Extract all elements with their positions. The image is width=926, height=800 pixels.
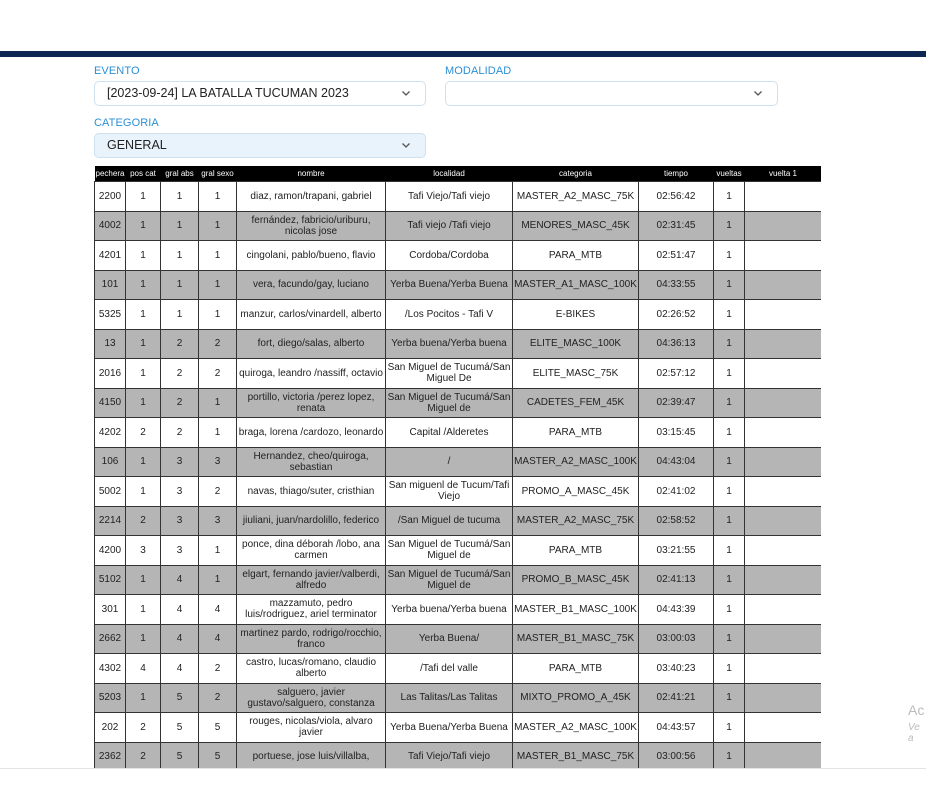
- table-cell: Cordoba/Cordoba: [386, 241, 513, 271]
- column-header[interactable]: localidad: [386, 166, 513, 182]
- table-cell: ELITE_MASC_75K: [513, 359, 639, 389]
- column-header[interactable]: nombre: [237, 166, 386, 182]
- table-cell: 1: [714, 477, 745, 507]
- table-cell: Yerba Buena/Yerba Buena: [386, 713, 513, 743]
- results-table: [94, 166, 821, 769]
- table-cell: [745, 211, 822, 241]
- table-cell: 3: [161, 536, 199, 566]
- table-cell: [745, 536, 822, 566]
- table-cell: 4: [161, 595, 199, 625]
- table-cell: 04:43:04: [639, 447, 714, 477]
- table-cell: Tafi Viejo/Tafi viejo: [386, 182, 513, 212]
- table-cell: ponce, dina déborah /lobo, ana carmen: [237, 536, 386, 566]
- table-row[interactable]: [95, 536, 822, 566]
- table-cell: PARA_MTB: [513, 241, 639, 271]
- table-cell: 02:41:13: [639, 565, 714, 595]
- table-cell: [745, 447, 822, 477]
- table-cell: San Miguel de Tucumá/San Miguel de: [386, 536, 513, 566]
- table-row[interactable]: [95, 359, 822, 389]
- table-cell: 1: [714, 300, 745, 330]
- table-cell: 1: [199, 300, 237, 330]
- table-cell: 03:00:03: [639, 624, 714, 654]
- table-cell: 2: [199, 654, 237, 684]
- table-cell: PARA_MTB: [513, 654, 639, 684]
- table-cell: /: [386, 447, 513, 477]
- table-cell: 1: [126, 211, 161, 241]
- table-cell: Yerba Buena/: [386, 624, 513, 654]
- table-cell: Tafi Viejo/Tafi viejo: [386, 742, 513, 769]
- table-body: [95, 182, 822, 770]
- table-cell: 1: [126, 270, 161, 300]
- table-cell: PROMO_B_MASC_45K: [513, 565, 639, 595]
- table-cell: [745, 624, 822, 654]
- table-row[interactable]: [95, 683, 822, 713]
- table-cell: rouges, nicolas/viola, alvaro javier: [237, 713, 386, 743]
- table-cell: 3: [161, 447, 199, 477]
- table-cell: 04:36:13: [639, 329, 714, 359]
- table-cell: 1: [714, 329, 745, 359]
- table-cell: 2: [199, 359, 237, 389]
- table-cell: 4202: [95, 418, 126, 448]
- table-cell: [745, 654, 822, 684]
- table-cell: San Miguel de Tucumá/San Miguel de: [386, 388, 513, 418]
- modalidad-select[interactable]: [445, 81, 778, 106]
- table-cell: 03:00:56: [639, 742, 714, 769]
- activation-watermark-sub: Ve a: [908, 722, 920, 744]
- table-cell: 101: [95, 270, 126, 300]
- table-cell: 2200: [95, 182, 126, 212]
- table-cell: [745, 506, 822, 536]
- table-row[interactable]: [95, 713, 822, 743]
- table-cell: PARA_MTB: [513, 536, 639, 566]
- table-cell: 4: [161, 624, 199, 654]
- table-cell: 5203: [95, 683, 126, 713]
- table-cell: 2: [126, 713, 161, 743]
- table-cell: 1: [126, 683, 161, 713]
- table-cell: 1: [714, 182, 745, 212]
- table-cell: Capital /Alderetes: [386, 418, 513, 448]
- table-cell: 1: [126, 477, 161, 507]
- table-cell: 03:15:45: [639, 418, 714, 448]
- table-cell: 2: [199, 477, 237, 507]
- table-cell: 5325: [95, 300, 126, 330]
- table-cell: [745, 300, 822, 330]
- table-row[interactable]: [95, 654, 822, 684]
- table-cell: martinez pardo, rodrigo/rocchio, franco: [237, 624, 386, 654]
- table-cell: 5: [161, 683, 199, 713]
- table-cell: [745, 713, 822, 743]
- table-cell: 2: [161, 359, 199, 389]
- table-cell: 1: [714, 447, 745, 477]
- table-cell: 1: [714, 624, 745, 654]
- table-cell: MASTER_B1_MASC_75K: [513, 624, 639, 654]
- column-header[interactable]: categoria: [513, 166, 639, 182]
- table-cell: 1: [126, 388, 161, 418]
- table-cell: 2: [126, 506, 161, 536]
- table-cell: 02:26:52: [639, 300, 714, 330]
- table-cell: 1: [714, 595, 745, 625]
- table-cell: 4: [199, 595, 237, 625]
- table-cell: [745, 359, 822, 389]
- table-cell: 2362: [95, 742, 126, 769]
- table-cell: CADETES_FEM_45K: [513, 388, 639, 418]
- table-cell: 2: [161, 329, 199, 359]
- table-cell: 106: [95, 447, 126, 477]
- categoria-value: GENERAL: [107, 138, 167, 152]
- evento-label: EVENTO: [94, 65, 140, 77]
- table-cell: 02:51:47: [639, 241, 714, 271]
- chevron-down-icon: [401, 88, 411, 98]
- table-cell: 1: [126, 241, 161, 271]
- table-cell: /Los Pocitos - Tafi V: [386, 300, 513, 330]
- table-cell: MASTER_A2_MASC_100K: [513, 713, 639, 743]
- table-cell: 4002: [95, 211, 126, 241]
- table-cell: San Miguel de Tucumá/San Miguel de: [386, 565, 513, 595]
- table-row[interactable]: [95, 211, 822, 241]
- table-cell: 02:56:42: [639, 182, 714, 212]
- table-cell: 4200: [95, 536, 126, 566]
- table-row[interactable]: [95, 506, 822, 536]
- table-cell: MIXTO_PROMO_A_45K: [513, 683, 639, 713]
- table-cell: MENORES_MASC_45K: [513, 211, 639, 241]
- table-cell: elgart, fernando javier/valberdi, alfredo: [237, 565, 386, 595]
- table-cell: 1: [199, 536, 237, 566]
- table-cell: 2214: [95, 506, 126, 536]
- table-cell: Tafi viejo /Tafi viejo: [386, 211, 513, 241]
- table-cell: 1: [126, 447, 161, 477]
- table-cell: [745, 595, 822, 625]
- column-header[interactable]: vueltas: [714, 166, 745, 182]
- table-row[interactable]: [95, 418, 822, 448]
- table-cell: navas, thiago/suter, cristhian: [237, 477, 386, 507]
- table-cell: Hernandez, cheo/quiroga, sebastian: [237, 447, 386, 477]
- table-cell: [745, 418, 822, 448]
- table-cell: MASTER_A2_MASC_75K: [513, 506, 639, 536]
- table-cell: 4302: [95, 654, 126, 684]
- table-cell: fernández, fabricio/uriburu, nicolas jose: [237, 211, 386, 241]
- table-cell: ELITE_MASC_100K: [513, 329, 639, 359]
- modalidad-label: MODALIDAD: [445, 65, 512, 77]
- table-cell: 2: [126, 418, 161, 448]
- table-cell: 1: [714, 211, 745, 241]
- table-cell: 2: [199, 683, 237, 713]
- table-cell: 3: [199, 506, 237, 536]
- table-cell: 13: [95, 329, 126, 359]
- table-row[interactable]: [95, 742, 822, 769]
- table-cell: Yerba Buena/Yerba Buena: [386, 270, 513, 300]
- table-cell: 1: [126, 624, 161, 654]
- table-cell: 1: [714, 654, 745, 684]
- table-cell: /San Miguel de tucuma: [386, 506, 513, 536]
- column-header[interactable]: pos cat: [126, 166, 161, 182]
- table-cell: portuese, jose luis/villalba,: [237, 742, 386, 769]
- bottom-divider: [0, 768, 926, 769]
- table-cell: [745, 241, 822, 271]
- table-cell: MASTER_A2_MASC_75K: [513, 182, 639, 212]
- table-cell: MASTER_B1_MASC_100K: [513, 595, 639, 625]
- table-cell: 4: [126, 654, 161, 684]
- table-cell: MASTER_B1_MASC_75K: [513, 742, 639, 769]
- table-cell: cingolani, pablo/bueno, flavio: [237, 241, 386, 271]
- table-row[interactable]: [95, 329, 822, 359]
- evento-select[interactable]: [94, 81, 426, 106]
- table-cell: 1: [714, 713, 745, 743]
- table-cell: 02:39:47: [639, 388, 714, 418]
- table-cell: [745, 270, 822, 300]
- table-cell: 1: [714, 506, 745, 536]
- table-row[interactable]: [95, 565, 822, 595]
- table-cell: 1: [199, 270, 237, 300]
- chevron-down-icon: [753, 88, 763, 98]
- table-cell: San Miguel de Tucumá/San Miguel De: [386, 359, 513, 389]
- table-cell: PARA_MTB: [513, 418, 639, 448]
- table-cell: 5: [199, 742, 237, 769]
- table-cell: 2: [199, 329, 237, 359]
- column-header[interactable]: vuelta 1: [745, 166, 822, 182]
- table-cell: 1: [714, 270, 745, 300]
- table-cell: 5002: [95, 477, 126, 507]
- table-cell: 4: [199, 624, 237, 654]
- table-cell: braga, lorena /cardozo, leonardo: [237, 418, 386, 448]
- table-cell: 1: [126, 300, 161, 330]
- table-cell: 3: [161, 477, 199, 507]
- results-table-container[interactable]: [94, 166, 821, 769]
- table-cell: Yerba buena/Yerba buena: [386, 329, 513, 359]
- table-cell: 1: [714, 565, 745, 595]
- table-cell: /Tafi del valle: [386, 654, 513, 684]
- table-cell: 1: [714, 388, 745, 418]
- header-bar: [0, 51, 926, 57]
- table-cell: [745, 477, 822, 507]
- table-cell: 2: [161, 388, 199, 418]
- table-row[interactable]: [95, 241, 822, 271]
- table-cell: 3: [126, 536, 161, 566]
- table-cell: quiroga, leandro /nassiff, octavio: [237, 359, 386, 389]
- table-cell: 1: [199, 241, 237, 271]
- table-cell: 1: [714, 241, 745, 271]
- table-cell: 202: [95, 713, 126, 743]
- table-cell: 4201: [95, 241, 126, 271]
- table-cell: 1: [714, 536, 745, 566]
- table-cell: manzur, carlos/vinardell, alberto: [237, 300, 386, 330]
- table-cell: 5102: [95, 565, 126, 595]
- table-cell: castro, lucas/romano, claudio alberto: [237, 654, 386, 684]
- table-cell: 5: [161, 742, 199, 769]
- table-cell: 1: [126, 565, 161, 595]
- table-cell: 2: [126, 742, 161, 769]
- table-cell: 1: [714, 742, 745, 769]
- table-cell: mazzamuto, pedro luis/rodriguez, ariel terminator: [237, 595, 386, 625]
- table-cell: 5: [199, 713, 237, 743]
- table-row[interactable]: [95, 477, 822, 507]
- table-cell: 2016: [95, 359, 126, 389]
- table-cell: 02:58:52: [639, 506, 714, 536]
- table-cell: 04:43:39: [639, 595, 714, 625]
- table-cell: 1: [199, 211, 237, 241]
- column-header[interactable]: gral abs: [161, 166, 199, 182]
- categoria-select[interactable]: [94, 133, 426, 158]
- table-cell: 03:21:55: [639, 536, 714, 566]
- table-cell: MASTER_A1_MASC_100K: [513, 270, 639, 300]
- table-cell: Las Talitas/Las Talitas: [386, 683, 513, 713]
- table-cell: 04:33:55: [639, 270, 714, 300]
- table-row[interactable]: [95, 270, 822, 300]
- table-cell: jiuliani, juan/nardolillo, federico: [237, 506, 386, 536]
- table-cell: 02:41:21: [639, 683, 714, 713]
- table-header-row: [95, 166, 822, 182]
- table-cell: 1: [714, 683, 745, 713]
- table-cell: [745, 388, 822, 418]
- activation-watermark: Ac: [908, 702, 925, 718]
- table-cell: [745, 683, 822, 713]
- table-cell: 03:40:23: [639, 654, 714, 684]
- table-cell: [745, 182, 822, 212]
- table-cell: 4: [161, 654, 199, 684]
- table-cell: 1: [126, 182, 161, 212]
- table-row[interactable]: [95, 388, 822, 418]
- table-cell: [745, 329, 822, 359]
- table-cell: 301: [95, 595, 126, 625]
- table-cell: 2662: [95, 624, 126, 654]
- table-cell: PROMO_A_MASC_45K: [513, 477, 639, 507]
- table-cell: 1: [161, 270, 199, 300]
- table-cell: 1: [161, 211, 199, 241]
- table-row[interactable]: [95, 300, 822, 330]
- table-cell: E-BIKES: [513, 300, 639, 330]
- table-cell: Yerba buena/Yerba buena: [386, 595, 513, 625]
- table-cell: 2: [161, 418, 199, 448]
- table-cell: portillo, victoria /perez lopez, renata: [237, 388, 386, 418]
- chevron-down-icon: [401, 140, 411, 150]
- table-cell: 04:43:57: [639, 713, 714, 743]
- table-cell: 02:41:02: [639, 477, 714, 507]
- table-cell: 1: [199, 388, 237, 418]
- table-row[interactable]: [95, 595, 822, 625]
- table-cell: 1: [714, 418, 745, 448]
- column-header[interactable]: tiempo: [639, 166, 714, 182]
- table-cell: fort, diego/salas, alberto: [237, 329, 386, 359]
- table-cell: [745, 742, 822, 769]
- table-cell: salguero, javier gustavo/salguero, constanza: [237, 683, 386, 713]
- column-header[interactable]: pechera: [95, 166, 126, 182]
- table-cell: 02:31:45: [639, 211, 714, 241]
- table-cell: 4: [161, 565, 199, 595]
- table-cell: 1: [199, 565, 237, 595]
- table-cell: 5: [161, 713, 199, 743]
- categoria-label: CATEGORIA: [94, 117, 159, 129]
- table-cell: 1: [126, 329, 161, 359]
- table-row[interactable]: [95, 447, 822, 477]
- table-cell: vera, facundo/gay, luciano: [237, 270, 386, 300]
- table-cell: San miguenl de Tucum/Tafi Viejo: [386, 477, 513, 507]
- table-cell: 1: [161, 182, 199, 212]
- evento-value: [2023-09-24] LA BATALLA TUCUMAN 2023: [107, 86, 349, 100]
- table-cell: 3: [199, 447, 237, 477]
- table-cell: 4150: [95, 388, 126, 418]
- table-cell: 1: [161, 241, 199, 271]
- table-cell: 1: [199, 182, 237, 212]
- table-cell: [745, 565, 822, 595]
- table-cell: 02:57:12: [639, 359, 714, 389]
- table-row[interactable]: [95, 624, 822, 654]
- table-cell: MASTER_A2_MASC_100K: [513, 447, 639, 477]
- table-cell: 1: [714, 359, 745, 389]
- table-cell: 1: [199, 418, 237, 448]
- table-cell: 1: [126, 595, 161, 625]
- table-cell: diaz, ramon/trapani, gabriel: [237, 182, 386, 212]
- table-row[interactable]: [95, 182, 822, 212]
- table-cell: 3: [161, 506, 199, 536]
- table-cell: 1: [126, 359, 161, 389]
- table-cell: 1: [161, 300, 199, 330]
- column-header[interactable]: gral sexo: [199, 166, 237, 182]
